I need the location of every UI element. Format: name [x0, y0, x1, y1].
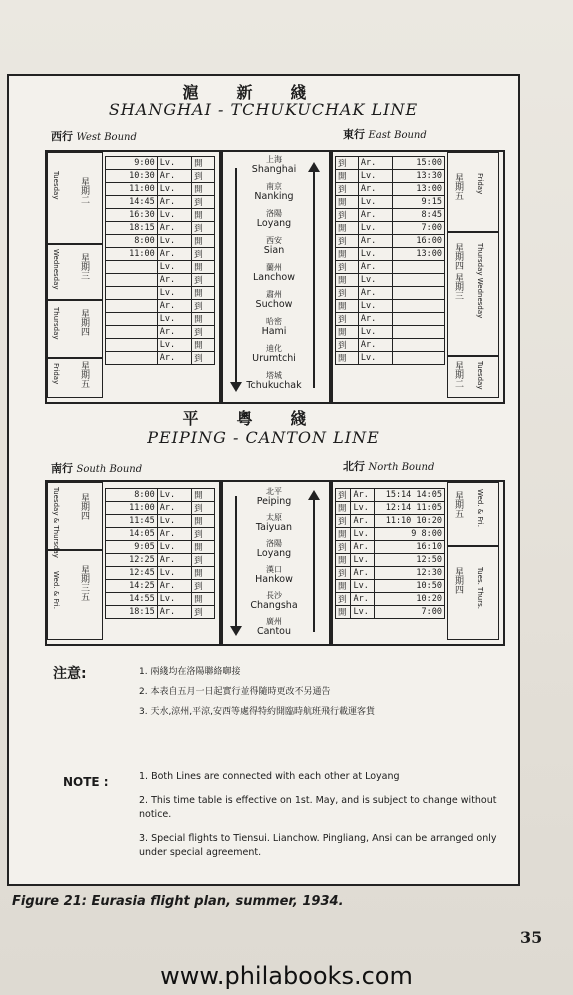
east-cell: Lv. — [358, 248, 392, 261]
south-cell: 12:45 — [106, 567, 158, 580]
north-day-1: 星期五 Wed. & Fri. — [447, 482, 499, 546]
east-row — [336, 313, 445, 326]
north-cell: 7:00 — [374, 606, 444, 619]
west-cell: 到 — [192, 352, 215, 365]
line2-station-en: Hankow — [255, 574, 293, 585]
east-cell: 開 — [336, 196, 359, 209]
east-cell: 到 — [336, 339, 359, 352]
line2-station-en: Taiyuan — [255, 522, 293, 533]
west-en: West Bound — [76, 132, 137, 143]
line1-station-en: Lanchow — [253, 272, 295, 283]
south-row — [106, 580, 215, 593]
west-row — [106, 287, 215, 300]
east-cell: 開 — [336, 352, 359, 365]
north-cell: Lv. — [351, 554, 374, 567]
east-row — [336, 170, 445, 183]
south-cell: 14:55 — [106, 593, 158, 606]
south-row — [106, 593, 215, 606]
south-cell: 11:00 — [106, 502, 158, 515]
south-cell: 8:00 — [106, 489, 158, 502]
east-cell: Ar. — [358, 235, 392, 248]
north-cell: 到 — [336, 489, 351, 502]
east-cell: Ar. — [358, 287, 392, 300]
north-row — [336, 515, 445, 528]
line2-station-cn: 廣州 — [266, 617, 282, 626]
west-cell: 到 — [192, 196, 215, 209]
east-cell: 開 — [336, 222, 359, 235]
east-cell — [393, 261, 445, 274]
east-cell: 8:45 — [393, 209, 445, 222]
note-en-3: 3. Special flights to Tiensui. Lianchow. Pingliang, Ansi can be arranged only under special agreement. — [139, 833, 497, 858]
west-day-2: Wednesday 星期三 — [47, 244, 103, 300]
south-cell: Ar. — [157, 606, 191, 619]
west-cell: Lv. — [157, 313, 191, 326]
north-cell: 開 — [336, 502, 351, 515]
north-cell: Lv. — [351, 502, 374, 515]
east-cell: 16:00 — [393, 235, 445, 248]
north-cell: Ar. — [351, 593, 374, 606]
east-cell: Lv. — [358, 222, 392, 235]
east-row — [336, 352, 445, 365]
line1-station-cn: 上海 — [266, 155, 282, 164]
east-cell: 9:15 — [393, 196, 445, 209]
west-cell — [106, 326, 158, 339]
east-cell: 到 — [336, 209, 359, 222]
west-row — [106, 209, 215, 222]
east-cell — [393, 287, 445, 300]
west-cell: 開 — [192, 313, 215, 326]
east-cell — [393, 326, 445, 339]
line1-station-en: Suchow — [255, 299, 293, 310]
west-cell: Ar. — [157, 222, 191, 235]
north-cell: 到 — [336, 541, 351, 554]
south-cell: Lv. — [157, 593, 191, 606]
west-cell: 10:30 — [106, 170, 158, 183]
south-cell: 開 — [192, 541, 215, 554]
west-cell: Ar. — [157, 196, 191, 209]
west-cell: 開 — [192, 287, 215, 300]
note-cn-3: 3. 天水,涼州,平涼,安西等處得特約開臨時航班飛行載運客貨 — [139, 707, 376, 717]
note-en-1: 1. Both Lines are connected with each other at Loyang — [139, 771, 400, 782]
west-cell — [106, 300, 158, 313]
south-cell: Ar. — [157, 528, 191, 541]
west-cell: 到 — [192, 222, 215, 235]
west-row — [106, 248, 215, 261]
west-row — [106, 274, 215, 287]
north-cell: 開 — [336, 528, 351, 541]
east-row — [336, 222, 445, 235]
west-cell: 到 — [192, 300, 215, 313]
south-cell: Ar. — [157, 554, 191, 567]
south-cell: 開 — [192, 515, 215, 528]
south-row — [106, 489, 215, 502]
line2-station-en: Peiping — [256, 496, 292, 507]
east-cell: 13:00 — [393, 248, 445, 261]
east-cell: Lv. — [358, 196, 392, 209]
west-row — [106, 313, 215, 326]
south-cell: Lv. — [157, 541, 191, 554]
east-cell: Lv. — [358, 352, 392, 365]
east-cn: 東行 — [343, 128, 365, 141]
note-cn-1: 1. 兩綫均在洛陽聯絡啣接 — [139, 667, 241, 677]
east-cell: 開 — [336, 248, 359, 261]
south-cell: 到 — [192, 502, 215, 515]
north-row — [336, 567, 445, 580]
south-cell: 開 — [192, 567, 215, 580]
west-cell: 開 — [192, 157, 215, 170]
east-cell: 開 — [336, 326, 359, 339]
west-cell: 開 — [192, 261, 215, 274]
east-row — [336, 196, 445, 209]
west-cell: 到 — [192, 248, 215, 261]
east-row — [336, 183, 445, 196]
north-cell: 到 — [336, 593, 351, 606]
south-row — [106, 541, 215, 554]
north-cell: 9 8:00 — [374, 528, 444, 541]
line1-station-en: Shanghai — [251, 164, 297, 175]
timetable-frame — [7, 74, 520, 886]
east-row — [336, 209, 445, 222]
line1-station-en: Hami — [261, 326, 287, 337]
west-day-4: Friday 星期五 — [47, 358, 103, 398]
south-day-1: Tuesday & Thursday 星期四 — [47, 482, 103, 550]
north-cell: 開 — [336, 580, 351, 593]
line1-title-en: SHANGHAI - TCHUKUCHAK LINE — [108, 100, 419, 119]
east-cell: 7:00 — [393, 222, 445, 235]
east-cell: 到 — [336, 313, 359, 326]
south-cell: Lv. — [157, 515, 191, 528]
line2-station-en: Cantou — [256, 626, 292, 637]
west-cell: 9:00 — [106, 157, 158, 170]
line2-station-cn: 漢口 — [266, 565, 282, 574]
west-cell: 8:00 — [106, 235, 158, 248]
note-cn-2: 2. 本表自五月一日起實行並得隨時更改不另通告 — [139, 687, 331, 697]
west-cell — [106, 287, 158, 300]
north-row — [336, 528, 445, 541]
south-row — [106, 515, 215, 528]
west-row — [106, 261, 215, 274]
east-cell: Lv. — [358, 326, 392, 339]
west-row — [106, 170, 215, 183]
west-cell: 11:00 — [106, 183, 158, 196]
east-row — [336, 300, 445, 313]
south-cell: 到 — [192, 528, 215, 541]
east-cell: Lv. — [358, 170, 392, 183]
line2-title-cn: 平粵綫 — [182, 409, 345, 428]
east-cell — [393, 274, 445, 287]
figure-caption: Figure 21: Eurasia flight plan, summer, 1934. — [12, 894, 344, 909]
north-cell: Lv. — [351, 606, 374, 619]
west-row — [106, 339, 215, 352]
east-cell: Ar. — [358, 209, 392, 222]
east-cell — [393, 313, 445, 326]
notes-cn-list — [139, 662, 509, 722]
north-cell: Ar. — [351, 541, 374, 554]
west-cell: Ar. — [157, 326, 191, 339]
west-cell: Ar. — [157, 248, 191, 261]
north-row — [336, 593, 445, 606]
line1-station-en: Loyang — [256, 218, 292, 229]
east-day-3: 星期二 Tuesday — [447, 356, 499, 398]
south-cell: 11:45 — [106, 515, 158, 528]
west-cell: 18:15 — [106, 222, 158, 235]
west-row — [106, 300, 215, 313]
west-cell: Lv. — [157, 287, 191, 300]
west-bound-table — [105, 156, 215, 365]
west-cell: 開 — [192, 235, 215, 248]
east-bound-header — [343, 126, 427, 142]
west-row — [106, 196, 215, 209]
watermark-url: www.philabooks.com — [160, 962, 413, 990]
west-bound-header — [51, 128, 137, 144]
north-cell: Lv. — [351, 580, 374, 593]
west-cell: Lv. — [157, 157, 191, 170]
line2-station-en: Loyang — [256, 548, 292, 559]
east-cell: 到 — [336, 157, 359, 170]
east-en: East Bound — [368, 130, 427, 141]
west-cn: 西行 — [51, 130, 73, 143]
north-cell: Ar. — [351, 567, 374, 580]
north-cell: Lv. — [351, 528, 374, 541]
north-bound-header: 北行 North Bound — [343, 460, 435, 473]
north-row — [336, 580, 445, 593]
line1-station-cn: 肅州 — [266, 290, 282, 299]
notes-en-list — [139, 770, 499, 860]
west-cell — [106, 339, 158, 352]
south-cell: Ar. — [157, 502, 191, 515]
west-cell: Ar. — [157, 300, 191, 313]
south-bound-header: 南行 South Bound — [51, 462, 143, 475]
line1-station-cn: 南京 — [266, 182, 282, 191]
west-cell: Lv. — [157, 339, 191, 352]
south-cell: 14:25 — [106, 580, 158, 593]
line1-station-cn: 蘭州 — [266, 263, 282, 272]
line1-station-cn: 洛陽 — [266, 209, 282, 218]
line1-station-en: Urumtchi — [252, 353, 296, 364]
west-cell: 16:30 — [106, 209, 158, 222]
west-row — [106, 235, 215, 248]
south-cell: 14:05 — [106, 528, 158, 541]
east-cell: Ar. — [358, 261, 392, 274]
north-cell: 到 — [336, 567, 351, 580]
west-cell: Lv. — [157, 183, 191, 196]
west-cell: 到 — [192, 326, 215, 339]
east-cell: 到 — [336, 287, 359, 300]
north-cell: 12:50 — [374, 554, 444, 567]
south-cell: 到 — [192, 606, 215, 619]
east-cell: 13:00 — [393, 183, 445, 196]
line1-station-en: Tchukuchak — [246, 380, 302, 391]
west-cell: 開 — [192, 183, 215, 196]
west-row — [106, 352, 215, 365]
south-row — [106, 528, 215, 541]
east-row — [336, 157, 445, 170]
line2-station-cn: 太原 — [266, 513, 282, 522]
line2-station-en: Changsha — [250, 600, 298, 611]
west-cell: 到 — [192, 170, 215, 183]
north-row — [336, 606, 445, 619]
south-bound-table — [105, 488, 215, 619]
west-cell: 11:00 — [106, 248, 158, 261]
west-row — [106, 157, 215, 170]
line1-station-cn: 迪化 — [266, 344, 282, 353]
north-cell: 到 — [336, 515, 351, 528]
east-cell: Ar. — [358, 183, 392, 196]
north-cell: 10:50 — [374, 580, 444, 593]
west-cell: Ar. — [157, 352, 191, 365]
south-cell: 到 — [192, 580, 215, 593]
east-cell — [393, 352, 445, 365]
line2-station-cn: 洛陽 — [266, 539, 282, 548]
line1-title-cn: 滬新綫 — [182, 83, 345, 102]
north-cell: 12:14 11:05 — [374, 502, 444, 515]
line2-station-cn: 北平 — [266, 487, 282, 496]
west-cell: Ar. — [157, 170, 191, 183]
note-en-2: 2. This time table is effective on 1st. May, and is subject to change without notice. — [139, 795, 497, 820]
east-cell: 13:30 — [393, 170, 445, 183]
north-cell: 11:10 10:20 — [374, 515, 444, 528]
east-cell: 開 — [336, 300, 359, 313]
north-cell: 16:10 — [374, 541, 444, 554]
north-row — [336, 502, 445, 515]
west-cell — [106, 313, 158, 326]
west-day-3: Thursday 星期四 — [47, 300, 103, 358]
north-cell: 開 — [336, 554, 351, 567]
south-row — [106, 502, 215, 515]
east-cell: 到 — [336, 235, 359, 248]
line1-station-en: Sian — [263, 245, 285, 256]
south-cell: Lv. — [157, 567, 191, 580]
west-cell — [106, 352, 158, 365]
east-row — [336, 326, 445, 339]
line1-station-cn: 哈密 — [266, 317, 282, 326]
south-row — [106, 606, 215, 619]
west-cell: 14:45 — [106, 196, 158, 209]
north-cell: Ar. — [351, 515, 374, 528]
south-cell: Ar. — [157, 580, 191, 593]
line1-station-cn: 塔城 — [266, 371, 282, 380]
page-number: 35 — [520, 928, 543, 947]
east-cell — [393, 300, 445, 313]
line2-title-en: PEIPING - CANTON LINE — [147, 428, 380, 447]
south-row — [106, 554, 215, 567]
west-cell: Lv. — [157, 261, 191, 274]
south-cell: 9:05 — [106, 541, 158, 554]
south-cell: Lv. — [157, 489, 191, 502]
east-row — [336, 248, 445, 261]
east-cell: 到 — [336, 183, 359, 196]
east-row — [336, 235, 445, 248]
west-cell: 開 — [192, 339, 215, 352]
west-row — [106, 326, 215, 339]
west-cell: Lv. — [157, 235, 191, 248]
east-row — [336, 261, 445, 274]
north-day-2: 星期四 Tues. Thurs. — [447, 546, 499, 640]
notes-cn-label: 注意: — [53, 666, 87, 682]
east-cell: 開 — [336, 274, 359, 287]
south-row — [106, 567, 215, 580]
north-row — [336, 489, 445, 502]
east-cell: Ar. — [358, 339, 392, 352]
east-day-1: 星期五 Friday — [447, 152, 499, 232]
south-cell: 18:15 — [106, 606, 158, 619]
west-cell — [106, 274, 158, 287]
west-cell: Ar. — [157, 274, 191, 287]
east-cell: Lv. — [358, 300, 392, 313]
line1-station-cn: 西安 — [266, 236, 282, 245]
north-row — [336, 541, 445, 554]
west-cell: Lv. — [157, 209, 191, 222]
west-row — [106, 183, 215, 196]
north-cell: 15:14 14:05 — [374, 489, 444, 502]
east-cell: Lv. — [358, 274, 392, 287]
line1-station-en: Nanking — [254, 191, 294, 202]
east-bound-table — [335, 156, 445, 365]
east-cell: Ar. — [358, 157, 392, 170]
north-cell: 開 — [336, 606, 351, 619]
east-cell: Ar. — [358, 313, 392, 326]
line2-station-cn: 長沙 — [266, 591, 282, 600]
south-day-2: Wed. & Fri. 星期三五 — [47, 550, 103, 640]
north-cell: 12:30 — [374, 567, 444, 580]
east-cell — [393, 339, 445, 352]
notes-en-label: NOTE : — [63, 775, 109, 789]
east-cell: 開 — [336, 170, 359, 183]
north-row — [336, 554, 445, 567]
north-cell: Ar. — [351, 489, 374, 502]
east-cell: 到 — [336, 261, 359, 274]
east-day-2: 星期四 星期三 Thursday Wednesday — [447, 232, 499, 356]
east-row — [336, 287, 445, 300]
south-cell: 開 — [192, 489, 215, 502]
north-bound-table — [335, 488, 445, 619]
north-cell: 10:20 — [374, 593, 444, 606]
east-cell: 15:00 — [393, 157, 445, 170]
west-row — [106, 222, 215, 235]
west-cell: 到 — [192, 274, 215, 287]
south-cell: 開 — [192, 593, 215, 606]
west-cell: 開 — [192, 209, 215, 222]
west-cell — [106, 261, 158, 274]
east-row — [336, 339, 445, 352]
east-row — [336, 274, 445, 287]
west-day-1: Tuesday 星期二 — [47, 152, 103, 244]
south-cell: 到 — [192, 554, 215, 567]
south-cell: 12:25 — [106, 554, 158, 567]
